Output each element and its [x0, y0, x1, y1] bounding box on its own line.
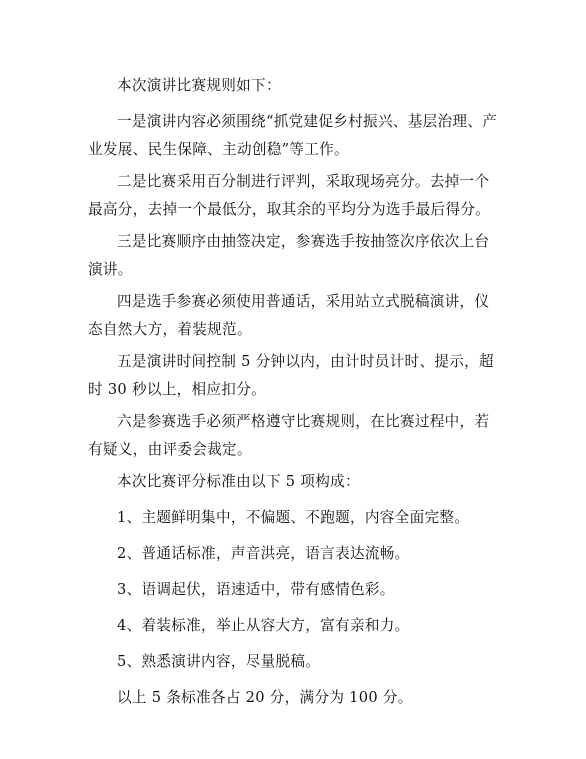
rule-4: 四是选手参赛必须使用普通话，采用站立式脱稿演讲，仪态自然大方，着装规范。	[88, 293, 490, 338]
rule-6: 六是参赛选手必须严格遵守比赛规则，在比赛过程中，若有疑义，由评委会裁定。	[88, 413, 490, 458]
rule-1: 一是演讲内容必须围绕“抓党建促乡村振兴、基层治理、产业发展、民生保障、主动创稳”等工作。	[88, 113, 498, 158]
criterion-5: 5、熟悉演讲内容，尽量脱稿。	[117, 653, 321, 670]
criteria-intro: 本次比赛评分标准由以下 5 项构成：	[117, 473, 360, 490]
criterion-3: 3、语调起伏，语速适中，带有感情色彩。	[117, 581, 395, 598]
rule-3: 三是比赛顺序由抽签决定，参赛选手按抽签次序依次上台演讲。	[88, 233, 490, 278]
criterion-4: 4、着装标准，举止从容大方，富有亲和力。	[117, 617, 410, 634]
document-body	[88, 72, 500, 720]
criterion-1: 1、主题鲜明集中，不偏题、不跑题，内容全面完整。	[117, 509, 470, 526]
rule-5: 五是演讲时间控制 5 分钟以内，由计时员计时、提示，超时 30 秒以上，相应扣分。	[88, 353, 494, 398]
criterion-2: 2、普通话标准，声音洪亮，语言表达流畅。	[117, 545, 410, 562]
rules-intro: 本次演讲比赛规则如下：	[117, 77, 281, 94]
rule-2: 二是比赛采用百分制进行评判，采取现场亮分。去掉一个最高分，去掉一个最低分，取其余的平均分为选手最后得分。	[88, 173, 491, 218]
scoring-summary: 以上 5 条标准各占 20 分，满分为 100 分。	[117, 689, 413, 706]
